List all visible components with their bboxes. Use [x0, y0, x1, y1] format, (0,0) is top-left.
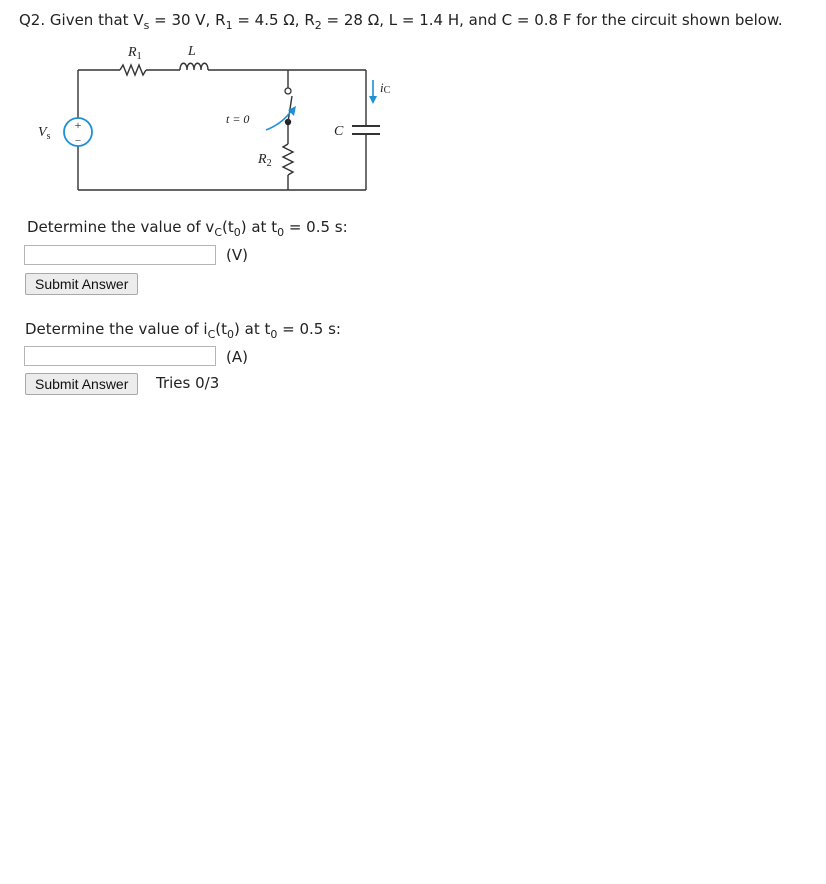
- submit-ic-button[interactable]: Submit Answer: [25, 373, 138, 395]
- r1-value: = 4.5 Ω,: [237, 11, 300, 29]
- vs-value: = 30 V,: [154, 11, 211, 29]
- ic-arrow-head: [369, 96, 377, 104]
- part1-sub-0a: 0: [233, 226, 241, 239]
- ic-answer-input[interactable]: [24, 346, 216, 366]
- circuit-wires: [78, 63, 366, 190]
- part1-prompt-mid: (t: [222, 218, 234, 236]
- l-c-values: L = 1.4 H, and C = 0.8 F for the circuit shown below.: [388, 11, 783, 29]
- r2-resistor: [283, 144, 293, 175]
- part1-sub-c: C: [214, 226, 222, 239]
- part1-prompt-mid2: ) at t: [240, 218, 278, 236]
- switch-label: t = 0: [226, 112, 250, 126]
- ic-label: iC: [380, 80, 391, 96]
- part2-prompt-suffix: = 0.5 s:: [277, 320, 341, 338]
- vs-label: $V_s$: [38, 125, 51, 142]
- vs-subscript: s: [143, 19, 150, 32]
- r1-resistor: [120, 65, 146, 75]
- part2-prompt-prefix: Determine the value of i: [25, 320, 208, 338]
- c-label: C: [334, 124, 344, 139]
- r1-subscript: 1: [225, 19, 233, 32]
- part1-sub-0b: 0: [277, 226, 285, 239]
- question-given: Given that: [49, 11, 129, 29]
- vs-symbol: V: [133, 11, 144, 29]
- switch-top-terminal: [285, 88, 291, 94]
- tries-counter: Tries 0/3: [156, 374, 220, 392]
- part2-prompt-mid2: ) at t: [234, 320, 271, 338]
- r1-symbol: R: [215, 11, 226, 29]
- part1-prompt-suffix: = 0.5 s:: [284, 218, 348, 236]
- r2-subscript: 2: [314, 19, 322, 32]
- r2-label: $R_2$: [258, 152, 272, 169]
- vc-answer-input[interactable]: [24, 245, 216, 265]
- source-plus: +: [74, 118, 82, 132]
- circuit-diagram: [30, 40, 410, 200]
- inductor: [180, 63, 208, 70]
- ic-unit: (A): [226, 348, 248, 366]
- part2-prompt: [25, 320, 341, 341]
- source-minus: −: [74, 135, 82, 147]
- submit-vc-button[interactable]: Submit Answer: [25, 273, 138, 295]
- question-label: Q2.: [19, 11, 46, 29]
- vc-unit: (V): [226, 246, 248, 264]
- r1-label: $R_1$: [128, 45, 142, 62]
- part2-prompt-mid: (t: [215, 320, 228, 338]
- part2-sub-0a: 0: [227, 328, 235, 341]
- part1-prompt: [27, 218, 348, 239]
- r2-value: = 28 Ω,: [326, 11, 384, 29]
- part2-sub-0b: 0: [270, 328, 278, 341]
- r2-symbol: R: [304, 11, 315, 29]
- l-label: L: [188, 44, 196, 59]
- part1-prompt-prefix: Determine the value of v: [27, 218, 215, 236]
- question-text: [19, 11, 783, 32]
- part2-sub-c: C: [207, 328, 216, 341]
